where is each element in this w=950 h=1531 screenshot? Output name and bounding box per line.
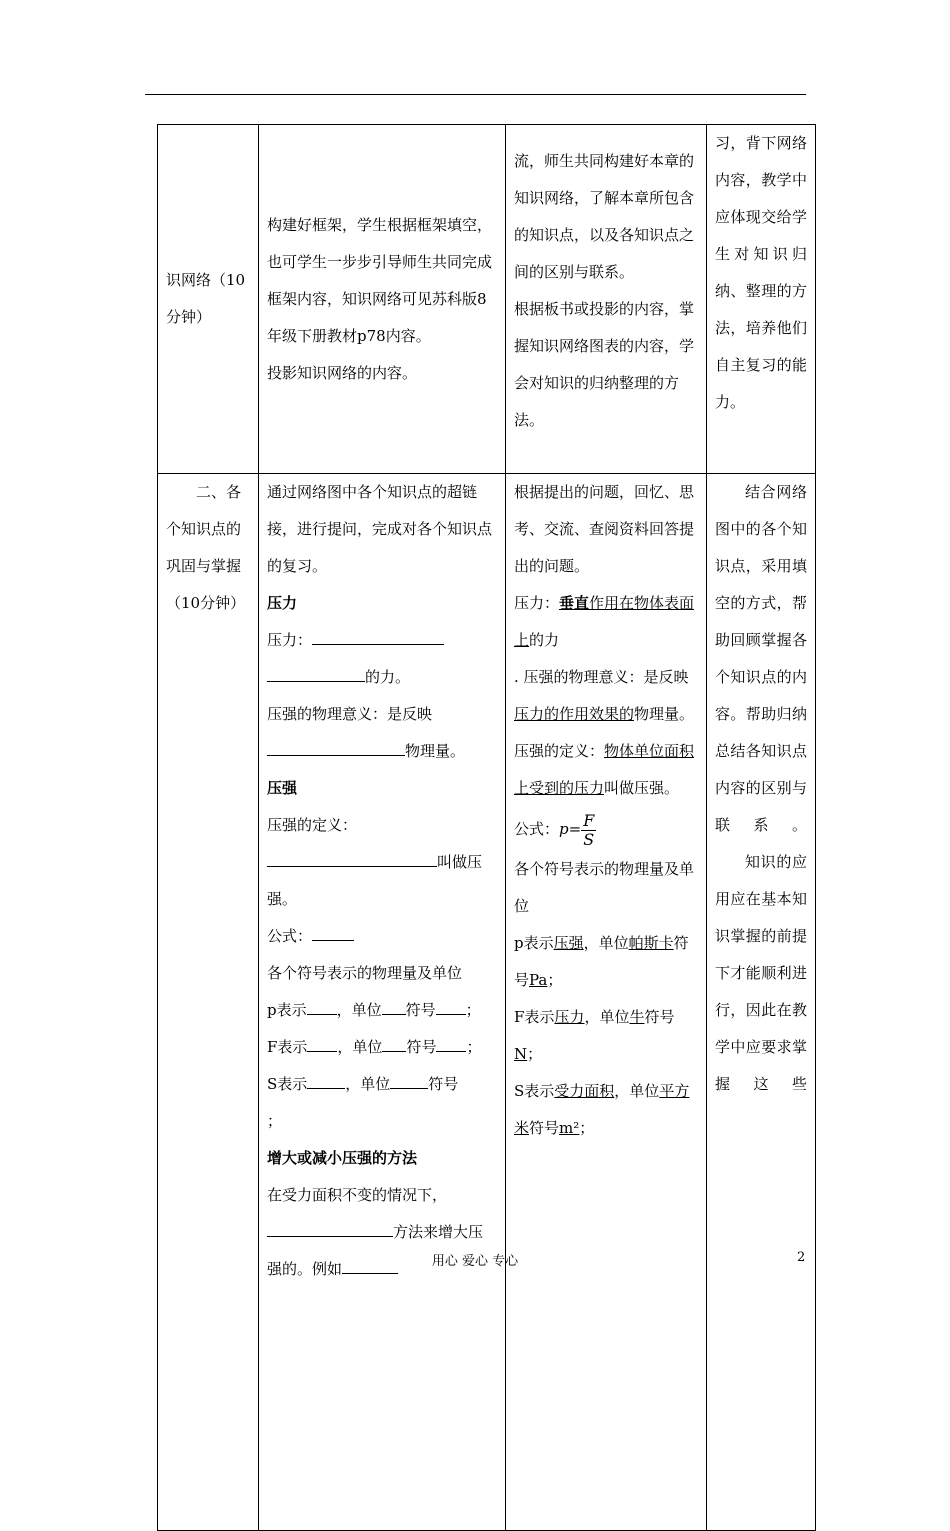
- answer-line: . 压强的物理意义：是反映压力的作用效果的物理量。: [514, 668, 695, 723]
- stage-label: 识网络（10分钟）: [166, 271, 246, 326]
- teacher-text: 压强的定义：: [267, 816, 358, 834]
- answer-line: 压力：垂直作用在物体表面上的力: [514, 594, 695, 649]
- teacher-activity-cell: [259, 474, 506, 1531]
- student-activity-cell: [506, 474, 707, 1531]
- intent-text: 结合网络图中的各个知识点，采用填空的方式，帮助回顾掌握各个知识点的内容。帮助归纳总结各知识点内容的区别与联系。: [715, 483, 807, 834]
- teacher-text: ；: [267, 1112, 283, 1130]
- stage-label: 二、各个知识点的巩固与掌握（10分钟）: [166, 483, 246, 612]
- answer-line: p表示压强，单位帕斯卡符号Pa；: [514, 934, 689, 989]
- section-heading: 增大或减小压强的方法: [267, 1149, 418, 1167]
- header-rule: [145, 94, 806, 95]
- answer-line: S表示受力面积，单位平方米符号m²；: [514, 1082, 690, 1137]
- design-intent-cell: [707, 125, 816, 474]
- intent-text: 知识的应用应在基本知识掌握的前提下才能顺利进行，因此在教学中应要求掌握这些: [715, 853, 807, 1093]
- table-row: [158, 474, 816, 1531]
- table-row: [158, 125, 816, 474]
- design-intent-cell: [707, 474, 816, 1531]
- stage-cell: [158, 474, 259, 1531]
- fill-line: p表示 ，单位 符号 ；: [267, 1001, 481, 1019]
- fill-line: 方法来增大压强的。例如: [267, 1223, 484, 1278]
- section-heading: 压力: [267, 594, 298, 612]
- fill-line: S表示 ，单位 符号: [267, 1075, 459, 1093]
- answer-line: 压强的定义：物体单位面积上受到的压力叫做压强。: [514, 742, 695, 797]
- teacher-text: 构建好框架，学生根据框架填空，也可学生一步步引导师生共同完成框架内容，知识网络可见苏科版8年级下册教材p78内容。: [267, 215, 493, 345]
- answer-line: F表示压力，单位牛符号N；: [514, 1008, 675, 1063]
- student-activity-cell: [506, 125, 707, 474]
- student-text: 流，师生共同构建好本章的知识网络，了解本章所包含的知识点，以及各知识点之间的区别与联系。: [514, 152, 695, 281]
- fill-line: 物理量。: [267, 733, 497, 770]
- fill-line: F表示 ，单位 符号 ；: [267, 1038, 482, 1056]
- section-heading: 压强: [267, 779, 298, 797]
- fill-line: 叫做压强。: [267, 853, 483, 908]
- stage-cell: [158, 125, 259, 474]
- lesson-table: [157, 124, 816, 1531]
- formula-line: 公式：p= $\frac{F}{S}$: [514, 810, 595, 849]
- student-text: 根据提出的问题，回忆、思考、交流、查阅资料回答提出的问题。: [514, 483, 695, 575]
- page-number: 2: [797, 1250, 806, 1265]
- teacher-activity-cell: [259, 125, 506, 474]
- teacher-text: 压强的物理意义：是反映: [267, 705, 433, 723]
- intent-text: 习，背下网络内容，教学中应体现交给学生对知识归纳、整理的方法，培养他们自主复习的能力。: [715, 134, 807, 411]
- formula-fraction: $\frac{F}{S}$: [583, 810, 595, 849]
- fill-line: 公式：: [267, 918, 497, 955]
- teacher-text: 各个符号表示的物理量及单位: [267, 964, 463, 982]
- footer-motto: 用心 爱心 专心: [431, 1254, 519, 1269]
- student-text: 各个符号表示的物理量及单位: [514, 860, 695, 915]
- student-text: 根据板书或投影的内容，掌握知识网络图表的内容，学会对知识的归纳整理的方法。: [514, 300, 695, 429]
- fill-line: 压力：: [267, 622, 497, 659]
- teacher-text: 投影知识网络的内容。: [267, 363, 418, 382]
- teacher-text: 在受力面积不变的情况下，: [267, 1186, 448, 1204]
- fill-line: 的力。: [267, 659, 497, 696]
- teacher-intro: 通过网络图中各个知识点的超链接，进行提问，完成对各个知识点的复习。: [267, 483, 493, 575]
